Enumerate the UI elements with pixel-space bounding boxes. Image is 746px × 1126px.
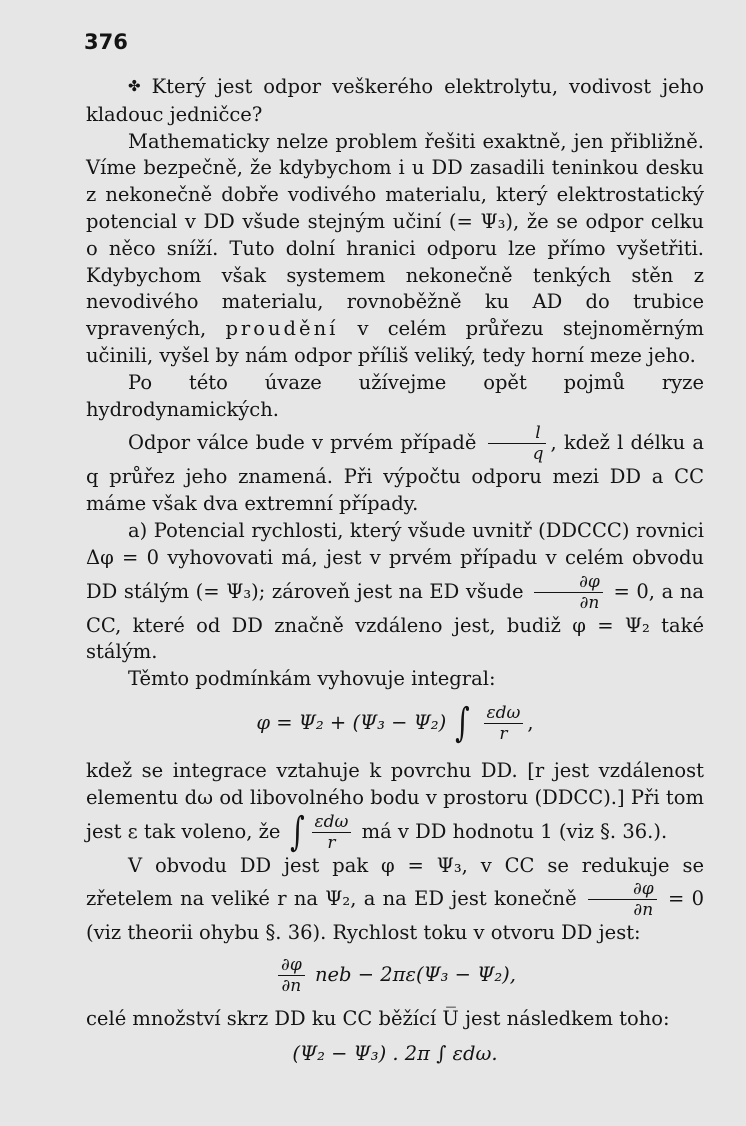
paragraph-approximation: Mathematicky nelze problem řešiti exaktně, jen přibližně. Víme bezpečně, že kdybychom i u DD zasadili teninkou desku z nekonečně dobře vodivého materialu, který elektrostatický potencial v DD všude stejným učiní (= Ψ₃), že se odpor celku o něco sníží. Tuto dolní hranici odporu lze přímo vyšetřiti. Kdybychom však systemem nekonečně tenkých stěn z nevodivého materialu, rovnoběžně ku AD do trubice vpravených, proudění v celém průřezu stejnoměrným učinili, vyšel by nám odpor příliš veliký, tedy horní meze jeho. xyxy=(86,129,704,367)
fraction-l-over-q: $\frac{l}{q}$ xyxy=(488,423,547,464)
page-body xyxy=(86,74,704,1078)
fraction-eps-domega-over-r-inline: $\frac{\text{εdω}}{r}$ xyxy=(312,812,352,853)
page-number: 376 xyxy=(84,30,128,54)
integral-sign-icon: ∫ xyxy=(289,809,305,856)
equation-potential: φ = Ψ₂ + (Ψ₃ − Ψ₂) ∫ $\frac{\text{εdω}}{r}$ , xyxy=(256,700,534,747)
paragraph-total-flow: celé množství skrz DD ku CC běžící U̅ jest následkem toho: xyxy=(86,1007,670,1031)
fraction-dphi-dn: $\frac{\partial\varphi}{\partial n}$ xyxy=(534,572,603,613)
paragraph-cylinder-resistance: Odpor válce bude v prvém případě $\frac{l}{q}$ , kdež l délku a q průřez jeho znamená. Při výpočtu odporu mezi DD a CC máme však dva extremní případy. xyxy=(86,423,704,516)
fraction-dphi-dn-3: $\frac{\partial\varphi}{\partial n}$ xyxy=(278,955,305,996)
paragraph-boundary: V obvodu DD jest pak φ = Ψ₃, v CC se redukuje se zřetelem na veliké r na Ψ₂, a na ED jest konečně $\frac{\partial\varphi}{\partial n}$ = 0 (viz theorii ohybu §. 36). Rychlost toku v otvoru DD jest: xyxy=(86,853,704,945)
paragraph-case-a: a) Potencial rychlosti, který všude uvnitř (DDCCC) rovnici Δφ = 0 vyhovovati má, jest v prvém případu v celém obvodu DD stálým (= Ψ₃); zároveň jest na ED všude $\frac{\partial\varphi}{\partial n}$ = 0, a na CC, které od DD značně vzdáleno jest, budiž φ = Ψ₂ také stálým. xyxy=(86,518,704,664)
paragraph-hydrodynamic: Po této úvaze užívejme opět pojmů ryze hydrodynamických. xyxy=(86,370,704,421)
equation-velocity: $\frac{\partial\varphi}{\partial n}$ neb − 2πε(Ψ₃ − Ψ₂), xyxy=(86,955,704,996)
asterisk-icon: ✤ xyxy=(128,77,141,95)
spaced-word: proudění xyxy=(225,317,339,341)
fraction-eps-domega-over-r: $\frac{\text{εdω}}{r}$ xyxy=(484,703,524,744)
fraction-dphi-dn-2: $\frac{\partial\varphi}{\partial n}$ xyxy=(588,879,657,920)
equation-total-flow: (Ψ₂ − Ψ₃) . 2π ∫ εdω. xyxy=(292,1041,498,1065)
paragraph-integral-intro: Těmto podmínkám vyhovuje integral: xyxy=(128,667,496,691)
paragraph-question: ✤ Který jest odpor veškerého elektrolytu, vodivost jeho kladouc jedničce? xyxy=(86,75,705,126)
paragraph-integration-surface: kdež se integrace vztahuje k povrchu DD. [r jest vzdálenost elementu dω od libovolného bodu v prostoru (DDCC).] Při tom jest ε tak voleno, že ∫ $\frac{\text{εdω}}{r}$ má v DD hodnotu 1 (viz §. 36.). xyxy=(86,758,704,856)
integral-sign-icon: ∫ xyxy=(455,700,471,747)
